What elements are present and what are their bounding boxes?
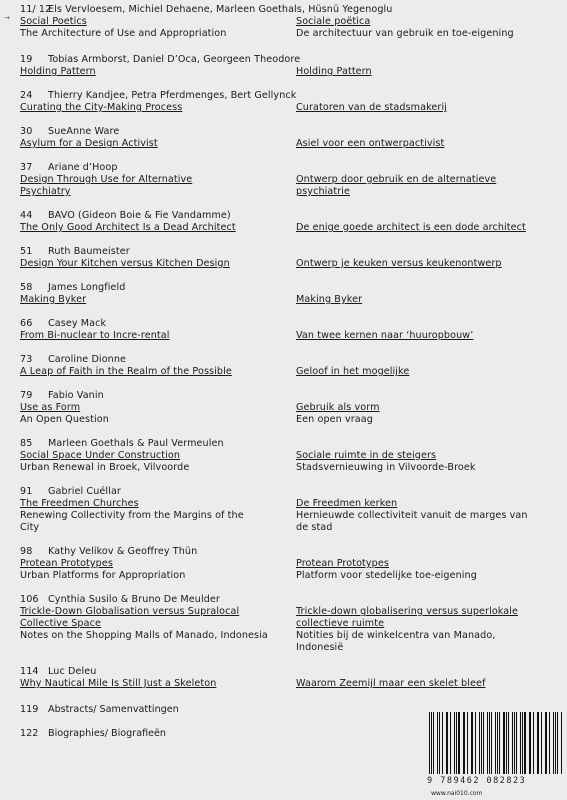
page-number: 73 bbox=[20, 354, 33, 365]
dutch-column bbox=[296, 222, 546, 234]
entry-meta bbox=[20, 354, 126, 366]
english-subtitle: Notes on the Shopping Malls of Manado, Indonesia bbox=[20, 630, 268, 641]
dutch-title: Ontwerp door gebruik en de alternatieve psychiatrie bbox=[296, 174, 497, 197]
english-column bbox=[20, 606, 272, 642]
entry-meta bbox=[20, 438, 224, 450]
authors: Marleen Goethals & Paul Vermeulen bbox=[48, 438, 224, 449]
dutch-column bbox=[296, 366, 546, 378]
entry-meta bbox=[20, 162, 118, 174]
authors: Fabio Vanin bbox=[48, 390, 104, 401]
english-title: A Leap of Faith in the Realm of the Possible bbox=[20, 366, 232, 377]
english-title: Holding Pattern bbox=[20, 66, 96, 77]
barcode-bar bbox=[450, 712, 451, 774]
authors: Ariane d’Hoop bbox=[48, 162, 118, 173]
barcode-bar bbox=[483, 712, 484, 774]
english-title: Social Space Under Construction bbox=[20, 450, 181, 461]
page-number: 30 bbox=[20, 126, 33, 137]
english-title: Trickle-Down Globalisation versus Supralocal Collective Space bbox=[20, 606, 240, 629]
dutch-subtitle: Hernieuwde collectiviteit vanuit de marges van de stad bbox=[296, 510, 528, 533]
authors: Els Vervloesem, Michiel Dehaene, Marleen Goethals, Hüsnü Yegenoglu bbox=[48, 4, 393, 15]
barcode-bar bbox=[557, 712, 558, 774]
barcode-icon bbox=[429, 712, 563, 774]
english-column bbox=[20, 330, 265, 342]
english-title: Asylum for a Design Activist bbox=[20, 138, 158, 149]
barcode-bar bbox=[499, 712, 500, 774]
english-column bbox=[20, 294, 265, 306]
english-column bbox=[20, 222, 265, 234]
page-number: 119 bbox=[20, 704, 39, 715]
barcode-bar bbox=[429, 712, 430, 774]
entry-meta bbox=[20, 210, 231, 222]
authors: SueAnne Ware bbox=[48, 126, 120, 137]
entry-meta bbox=[20, 594, 220, 606]
page-number: 51 bbox=[20, 246, 33, 257]
page-number: 106 bbox=[20, 594, 39, 605]
authors: Casey Mack bbox=[48, 318, 107, 329]
page-number: 24 bbox=[20, 90, 33, 101]
entry-meta bbox=[20, 486, 121, 498]
authors: Tobias Armborst, Daniel D’Oca, Georgeen Theodore bbox=[48, 54, 301, 65]
dutch-column bbox=[296, 402, 546, 426]
dutch-subtitle: Stadsvernieuwing in Vilvoorde-Broek bbox=[296, 462, 476, 473]
publisher-website: www.nai010.com bbox=[431, 790, 483, 797]
dutch-title: De enige goede architect is een dode architect bbox=[296, 222, 526, 233]
dutch-column bbox=[296, 558, 546, 582]
english-column bbox=[20, 16, 265, 40]
english-column bbox=[20, 138, 265, 150]
page-number: 114 bbox=[20, 666, 39, 677]
dutch-column bbox=[296, 138, 546, 150]
dutch-column bbox=[296, 330, 546, 342]
page-number: 91 bbox=[20, 486, 33, 497]
dutch-title: Geloof in het mogelijke bbox=[296, 366, 410, 377]
english-title: Use as Form bbox=[20, 402, 81, 413]
dutch-column bbox=[296, 498, 536, 534]
dutch-column bbox=[296, 450, 546, 474]
dutch-title: Sociale ruimte in de steigers bbox=[296, 450, 437, 461]
abstracts-line bbox=[20, 704, 179, 716]
footer-label: Biographies/ Biografieën bbox=[48, 728, 167, 739]
barcode-panel bbox=[425, 712, 567, 800]
english-column bbox=[20, 174, 220, 198]
dutch-column bbox=[296, 16, 546, 40]
entry-meta bbox=[20, 4, 392, 16]
dutch-subtitle: Platform voor stedelijke toe-eigening bbox=[296, 570, 477, 581]
page-number: 66 bbox=[20, 318, 33, 329]
page-number: 98 bbox=[20, 546, 33, 557]
barcode-bar bbox=[512, 712, 513, 774]
english-subtitle: An Open Question bbox=[20, 414, 109, 425]
dutch-column bbox=[296, 606, 531, 654]
barcode-bar bbox=[479, 712, 480, 774]
english-column bbox=[20, 402, 265, 426]
barcode-bar bbox=[454, 712, 455, 774]
entry-meta bbox=[20, 666, 96, 678]
dutch-subtitle: De architectuur van gebruik en toe-eigening bbox=[296, 28, 514, 39]
dutch-column bbox=[296, 174, 536, 198]
barcode-bar bbox=[541, 712, 542, 774]
dutch-subtitle: Een open vraag bbox=[296, 414, 373, 425]
english-subtitle: Renewing Collectivity from the Margins of the City bbox=[20, 510, 244, 533]
dutch-column bbox=[296, 294, 546, 306]
authors: James Longfield bbox=[48, 282, 126, 293]
dutch-title: Holding Pattern bbox=[296, 66, 372, 77]
page-number: 79 bbox=[20, 390, 33, 401]
authors: Caroline Dionne bbox=[48, 354, 127, 365]
english-title: The Freedmen Churches bbox=[20, 498, 139, 509]
entry-meta bbox=[20, 54, 300, 66]
dutch-column bbox=[296, 66, 546, 78]
entry-meta bbox=[20, 318, 106, 330]
english-column bbox=[20, 678, 265, 690]
entry-meta bbox=[20, 246, 130, 258]
dutch-title: Waarom Zeemijl maar een skelet bleef bbox=[296, 678, 486, 689]
margin-arrow-mark: → bbox=[4, 14, 10, 22]
english-column bbox=[20, 66, 265, 78]
biographies-line bbox=[20, 728, 166, 740]
dutch-title: Curatoren van de stadsmakerij bbox=[296, 102, 447, 113]
barcode-bar bbox=[520, 712, 521, 774]
dutch-title: Gebruik als vorm bbox=[296, 402, 380, 413]
footer-label: Abstracts/ Samenvattingen bbox=[48, 704, 179, 715]
page-number: 19 bbox=[20, 54, 33, 65]
isbn-number: 9 789462 082823 bbox=[427, 776, 527, 786]
authors: Kathy Velikov & Geoffrey Thün bbox=[48, 546, 198, 557]
authors: Cynthia Susilo & Bruno De Meulder bbox=[48, 594, 220, 605]
english-title: From Bi-nuclear to Incre-rental bbox=[20, 330, 170, 341]
dutch-title: Sociale poëtica bbox=[296, 16, 371, 27]
authors: Gabriel Cuéllar bbox=[48, 486, 121, 497]
barcode-bar bbox=[538, 712, 539, 774]
dutch-subtitle: Notities bij de winkelcentra van Manado, Indonesië bbox=[296, 630, 496, 653]
barcode-bar bbox=[524, 712, 525, 774]
dutch-title: Trickle-down globalisering versus superlokale collectieve ruimte bbox=[296, 606, 519, 629]
barcode-bar bbox=[549, 712, 550, 774]
entry-meta bbox=[20, 546, 197, 558]
barcode-bar bbox=[467, 712, 468, 774]
entry-meta bbox=[20, 390, 104, 402]
authors: BAVO (Gideon Boie & Fie Vandamme) bbox=[48, 210, 231, 221]
english-column bbox=[20, 558, 265, 582]
english-subtitle: The Architecture of Use and Appropriation bbox=[20, 28, 227, 39]
barcode-bar bbox=[475, 712, 476, 774]
english-title: Curating the City-Making Process bbox=[20, 102, 183, 113]
dutch-title: Protean Prototypes bbox=[296, 558, 389, 569]
english-title: The Only Good Architect Is a Dead Architect bbox=[20, 222, 236, 233]
dutch-column bbox=[296, 102, 546, 114]
page-number: 44 bbox=[20, 210, 33, 221]
english-column bbox=[20, 102, 265, 114]
english-title: Design Through Use for Alternative Psychiatry bbox=[20, 174, 193, 197]
authors: Ruth Baumeister bbox=[48, 246, 130, 257]
english-column bbox=[20, 258, 265, 270]
page-number: 122 bbox=[20, 728, 39, 739]
english-subtitle: Urban Renewal in Broek, Vilvoorde bbox=[20, 462, 190, 473]
barcode-bar bbox=[439, 712, 440, 774]
english-title: Design Your Kitchen versus Kitchen Design bbox=[20, 258, 230, 269]
english-column bbox=[20, 498, 252, 534]
barcode-bar bbox=[458, 712, 459, 774]
english-title: Making Byker bbox=[20, 294, 87, 305]
english-title: Protean Prototypes bbox=[20, 558, 113, 569]
english-column bbox=[20, 450, 265, 474]
barcode-bar bbox=[491, 712, 492, 774]
authors: Luc Deleu bbox=[48, 666, 97, 677]
barcode-bar bbox=[503, 712, 504, 774]
dutch-column bbox=[296, 678, 546, 690]
dutch-title: Van twee kernen naar ‘huuropbouw’ bbox=[296, 330, 474, 341]
entry-meta bbox=[20, 282, 125, 294]
page-number: 85 bbox=[20, 438, 33, 449]
barcode-bar bbox=[437, 712, 438, 774]
barcode-bar bbox=[530, 712, 531, 774]
page-number: 11/ 12 bbox=[20, 4, 52, 15]
english-column bbox=[20, 366, 265, 378]
dutch-title: Ontwerp je keuken versus keukenontwerp bbox=[296, 258, 502, 269]
page-number: 37 bbox=[20, 162, 33, 173]
authors: Thierry Kandjee, Petra Pferdmenges, Bert Gellynck bbox=[48, 90, 297, 101]
dutch-title: Asiel voor een ontwerpactivist bbox=[296, 138, 445, 149]
dutch-title: Making Byker bbox=[296, 294, 363, 305]
dutch-title: De Freedmen kerken bbox=[296, 498, 398, 509]
english-subtitle: Urban Platforms for Appropriation bbox=[20, 570, 186, 581]
entry-meta bbox=[20, 90, 296, 102]
english-title: Social Poetics bbox=[20, 16, 87, 27]
dutch-column bbox=[296, 258, 546, 270]
page-number: 58 bbox=[20, 282, 33, 293]
english-title: Why Nautical Mile Is Still Just a Skeleton bbox=[20, 678, 217, 689]
entry-meta bbox=[20, 126, 119, 138]
